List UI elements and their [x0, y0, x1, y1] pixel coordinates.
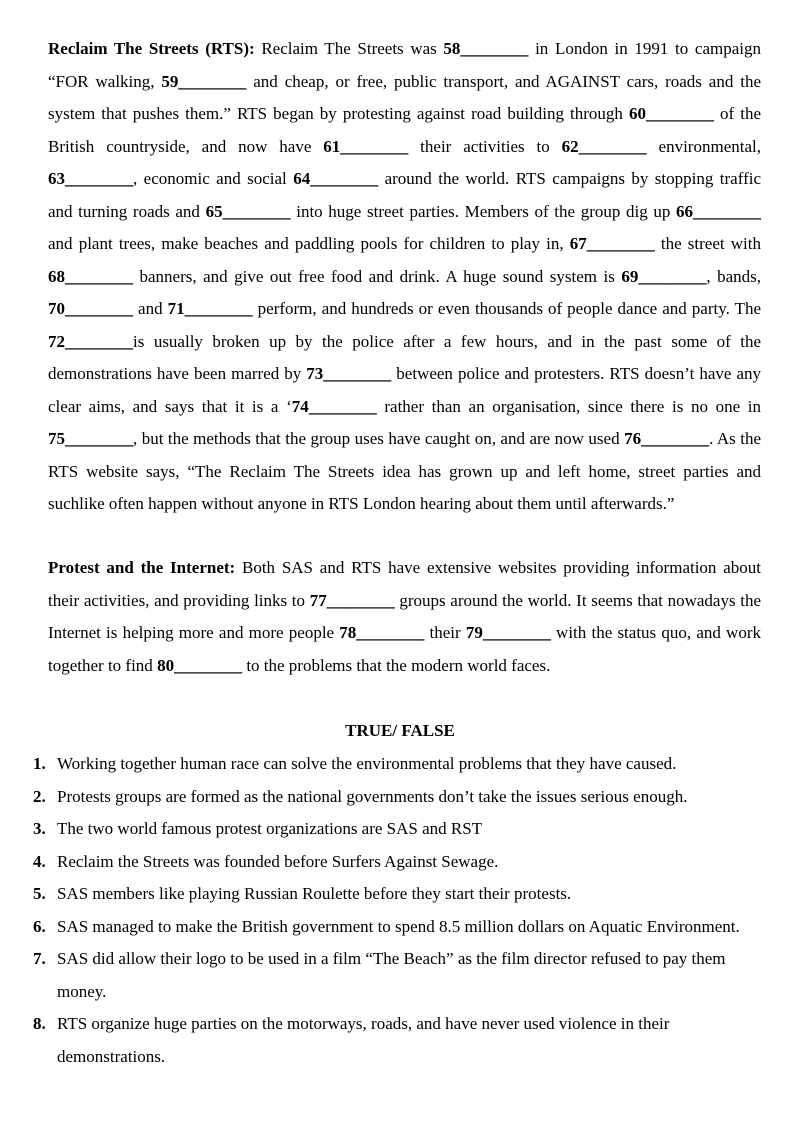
- item-number: 3.: [33, 819, 46, 838]
- true-false-item: [0, 1008, 800, 1073]
- item-number: 8.: [33, 1014, 46, 1033]
- internet-paragraph: [48, 552, 761, 682]
- item-statement: SAS managed to make the British government to spend 8.5 million dollars on Aquatic Environment.: [57, 916, 740, 936]
- item-statement: Working together human race can solve the environmental problems that they have caused.: [57, 754, 677, 773]
- blank-number: 66________: [676, 201, 761, 221]
- blank-number: 74________: [291, 396, 377, 416]
- blank-number: 78________: [339, 623, 425, 642]
- true-false-item: [0, 911, 800, 944]
- blank-number: 80________: [157, 655, 243, 675]
- rts-heading: Reclaim The Streets (RTS):: [48, 39, 255, 58]
- blank-number: 72________: [48, 331, 133, 351]
- item-statement: Protests groups are formed as the national governments don’t take the issues serious enough.: [57, 786, 688, 806]
- true-false-list: [0, 748, 800, 1073]
- blank-number: 75________: [48, 429, 133, 448]
- blank-number: 64________: [293, 169, 379, 188]
- blank-number: 71________: [167, 299, 253, 318]
- blank-number: 73________: [306, 364, 392, 383]
- blank-number: 79________: [465, 623, 551, 642]
- item-statement: SAS members like playing Russian Roulette before they start their protests.: [57, 884, 572, 903]
- item-number: 6.: [33, 916, 46, 936]
- blank-number: 62________: [561, 136, 647, 156]
- blank-number: 76________: [624, 429, 710, 448]
- blank-number: 67________: [569, 234, 655, 253]
- blank-number: 60________: [628, 104, 714, 123]
- item-number: 4.: [33, 851, 46, 871]
- true-false-item: [0, 846, 800, 879]
- true-false-item: [0, 813, 800, 846]
- item-statement: Reclaim the Streets was founded before Surfers Against Sewage.: [57, 851, 499, 871]
- rts-paragraph: [48, 33, 761, 521]
- blank-number: 63________: [48, 169, 133, 188]
- internet-body: Both SAS and RTS have extensive websites providing information about their activities, and providing links to 77________ groups around the world. It seems that nowadays the Internet is helping more and more people 78________ their 79________ with the status quo, and work together to find 80________ to the problems that the modern world faces.: [48, 558, 761, 675]
- blank-number: 61________: [323, 136, 409, 156]
- rts-body: Reclaim The Streets was 58________ in London in 1991 to campaign “FOR walking, 59________ and cheap, or free, public transport, and AGAINST cars, roads and the system that pushes them.” RTS began by protesting against road building through 60________ of the British countryside, and now have 61________ their activities to 62________ environmental, 63________, economic and social 64________ around the world. RTS campaigns by stopping traffic and turning roads and 65________ into huge street parties. Members of the group dig up 66________ and plant trees, make beaches and paddling pools for children to play in, 67________ the street with 68________ banners, and give out free food and drink. A huge sound system is 69________, bands, 70________ and 71________ perform, and hundreds or even thousands of people dance and party. The 72________is usually broken up by the police after a few hours, and in the past some of the demonstrations have been marred by 73________ between police and protesters. RTS doesn’t have any clear aims, and says that it is a ‘74________ rather than an organisation, since there is no one in 75________, but the methods that the group uses have caught on, and are now used 76________. As the RTS website says, “The Reclaim The Streets idea has grown up and left home, street parties and suchlike often happen without anyone in RTS London hearing about them until afterwards.”: [48, 39, 762, 513]
- blank-number: 70________: [48, 299, 133, 318]
- blank-number: 77________: [309, 590, 395, 610]
- blank-number: 69________: [621, 266, 707, 286]
- item-statement: The two world famous protest organizations are SAS and RST: [57, 819, 483, 838]
- item-statement: RTS organize huge parties on the motorways, roads, and have never used violence in their demonstrations.: [57, 1014, 670, 1066]
- item-number: 7.: [33, 949, 46, 968]
- true-false-title: TRUE/ FALSE: [345, 721, 455, 740]
- blank-number: 59________: [161, 71, 247, 91]
- item-number: 5.: [33, 884, 46, 903]
- true-false-item: [0, 748, 800, 781]
- item-number: 2.: [33, 786, 46, 806]
- blank-number: 68________: [48, 266, 133, 286]
- true-false-item: [0, 781, 800, 814]
- item-number: 1.: [33, 754, 46, 773]
- blank-number: 58________: [443, 39, 529, 58]
- true-false-item: [0, 878, 800, 911]
- true-false-item: [0, 943, 800, 1008]
- internet-heading: Protest and the Internet:: [48, 558, 236, 577]
- blank-number: 65________: [205, 201, 291, 221]
- item-statement: SAS did allow their logo to be used in a film “The Beach” as the film director refused to pay them money.: [57, 949, 726, 1001]
